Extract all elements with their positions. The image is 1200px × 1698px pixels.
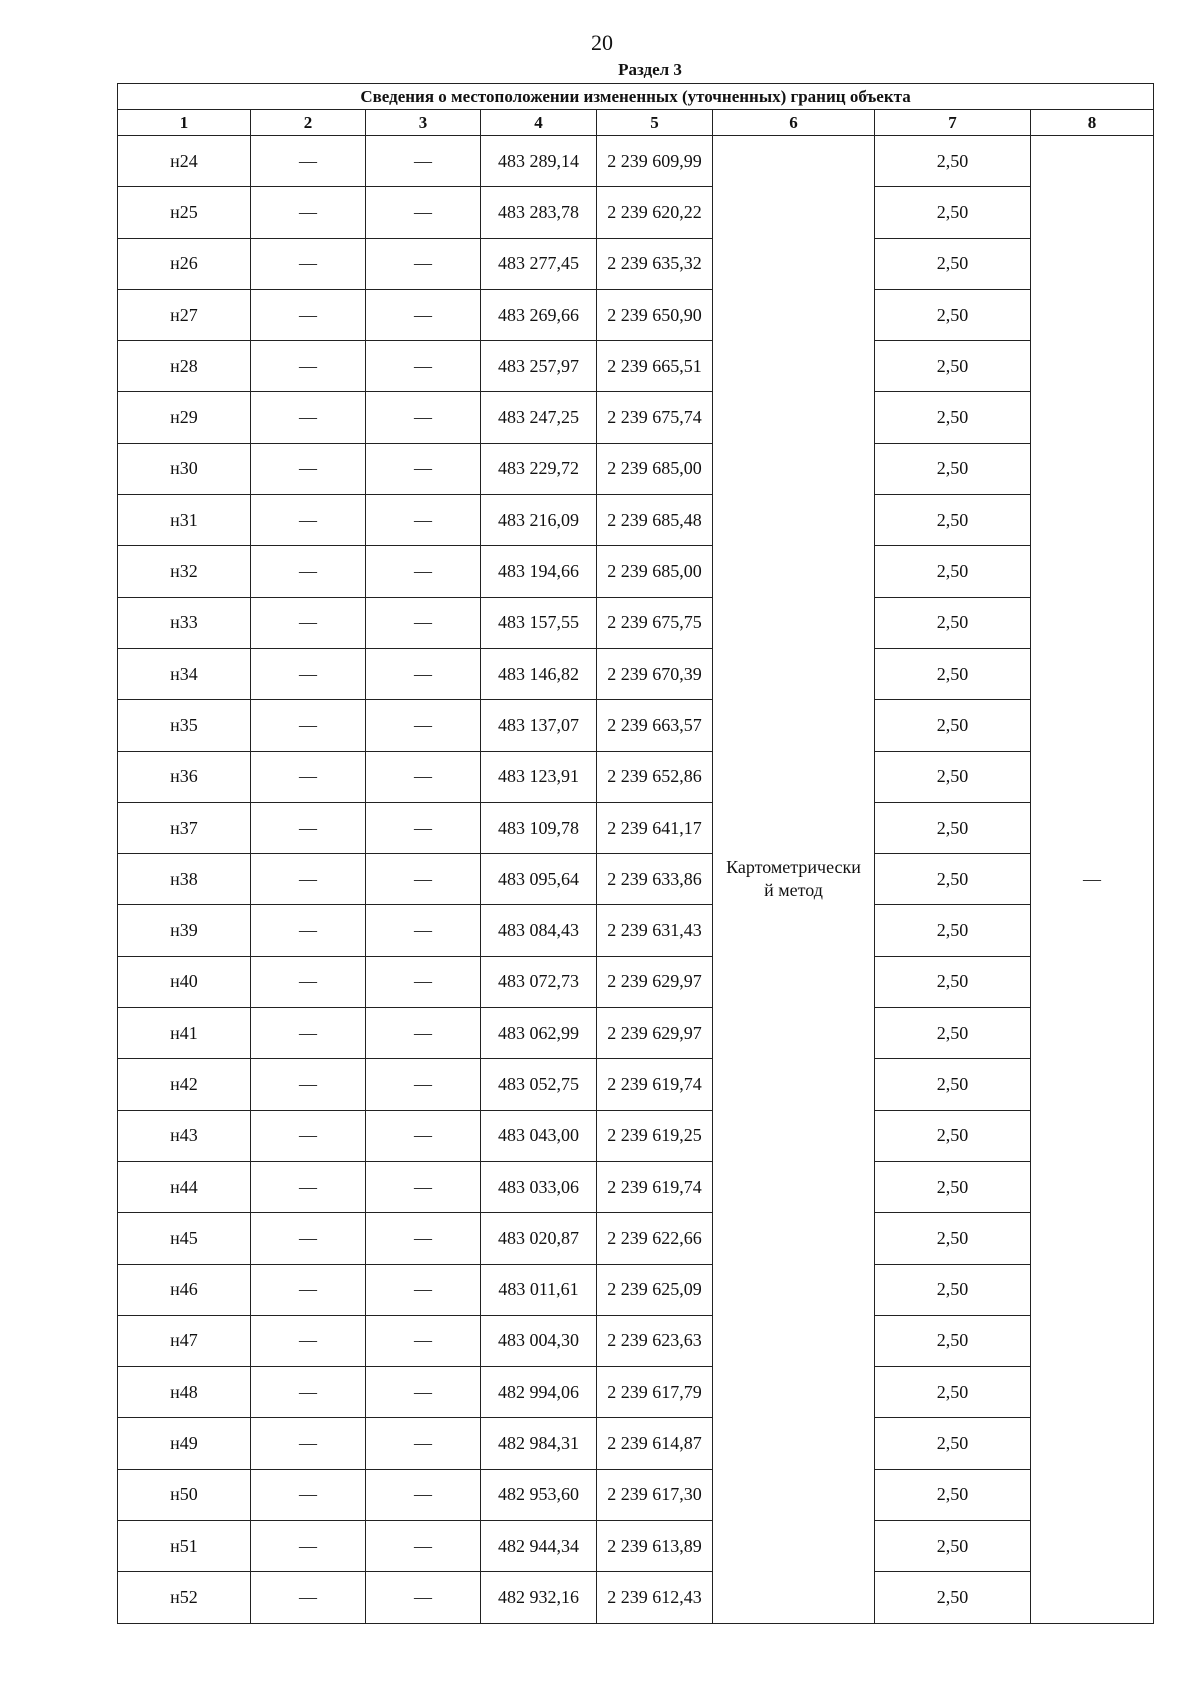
column-2-cell: — [251,1008,366,1059]
column-number: 7 [875,110,1031,136]
table-row [118,1213,1154,1264]
y-coordinate-cell: 2 239 685,00 [597,443,713,494]
x-coordinate-cell: 483 033,06 [481,1161,597,1212]
point-name-cell: н45 [118,1213,251,1264]
column-2-cell: — [251,289,366,340]
y-coordinate-cell: 2 239 675,75 [597,597,713,648]
x-coordinate-cell: 483 269,66 [481,289,597,340]
table-row [118,495,1154,546]
point-name-cell: н46 [118,1264,251,1315]
method-line: Картометрически [726,857,861,878]
table-row [118,1161,1154,1212]
y-coordinate-cell: 2 239 633,86 [597,854,713,905]
table-row [118,289,1154,340]
column-2-cell: — [251,1059,366,1110]
column-3-cell: — [366,546,481,597]
column-number: 2 [251,110,366,136]
column-2-cell: — [251,1469,366,1520]
column-2-cell: — [251,1572,366,1623]
column-3-cell: — [366,1469,481,1520]
method-line: й метод [764,880,823,901]
y-coordinate-cell: 2 239 617,79 [597,1367,713,1418]
accuracy-cell: 2,50 [875,854,1031,905]
point-name-cell: н48 [118,1367,251,1418]
table-row [118,392,1154,443]
column-2-cell: — [251,1264,366,1315]
accuracy-cell: 2,50 [875,648,1031,699]
column-3-cell: — [366,956,481,1007]
accuracy-cell: 2,50 [875,956,1031,1007]
table-row [118,597,1154,648]
column-3-cell: — [366,495,481,546]
x-coordinate-cell: 483 095,64 [481,854,597,905]
accuracy-cell: 2,50 [875,1315,1031,1366]
column-number: 4 [481,110,597,136]
accuracy-cell: 2,50 [875,597,1031,648]
y-coordinate-cell: 2 239 623,63 [597,1315,713,1366]
column-number: 1 [118,110,251,136]
x-coordinate-cell: 483 137,07 [481,700,597,751]
table-row [118,956,1154,1007]
point-name-cell: н43 [118,1110,251,1161]
column-2-cell: — [251,956,366,1007]
x-coordinate-cell: 483 146,82 [481,648,597,699]
column-3-cell: — [366,1315,481,1366]
accuracy-cell: 2,50 [875,289,1031,340]
accuracy-cell: 2,50 [875,341,1031,392]
column-3-cell: — [366,1572,481,1623]
y-coordinate-cell: 2 239 665,51 [597,341,713,392]
column-2-cell: — [251,802,366,853]
y-coordinate-cell: 2 239 619,25 [597,1110,713,1161]
point-name-cell: н47 [118,1315,251,1366]
accuracy-cell: 2,50 [875,546,1031,597]
point-name-cell: н26 [118,238,251,289]
table-row [118,341,1154,392]
table-row [118,1264,1154,1315]
accuracy-cell: 2,50 [875,700,1031,751]
method-cell [713,136,875,1624]
table-row [118,443,1154,494]
column-2-cell: — [251,1161,366,1212]
column-number: 5 [597,110,713,136]
y-coordinate-cell: 2 239 652,86 [597,751,713,802]
column-3-cell: — [366,443,481,494]
x-coordinate-cell: 483 109,78 [481,802,597,853]
table-row [118,1521,1154,1572]
column-2-cell: — [251,392,366,443]
column-3-cell: — [366,136,481,187]
x-coordinate-cell: 482 994,06 [481,1367,597,1418]
table-row [118,648,1154,699]
column-3-cell: — [366,802,481,853]
point-name-cell: н52 [118,1572,251,1623]
point-name-cell: н32 [118,546,251,597]
point-name-cell: н50 [118,1469,251,1520]
accuracy-cell: 2,50 [875,1059,1031,1110]
column-3-cell: — [366,700,481,751]
point-name-cell: н37 [118,802,251,853]
point-name-cell: н42 [118,1059,251,1110]
table-row [118,1315,1154,1366]
accuracy-cell: 2,50 [875,751,1031,802]
y-coordinate-cell: 2 239 617,30 [597,1469,713,1520]
x-coordinate-cell: 483 020,87 [481,1213,597,1264]
point-name-cell: н33 [118,597,251,648]
column-8-cell: — [1031,136,1154,1624]
point-name-cell: н49 [118,1418,251,1469]
y-coordinate-cell: 2 239 675,74 [597,392,713,443]
accuracy-cell: 2,50 [875,1572,1031,1623]
column-3-cell: — [366,1264,481,1315]
table-row [118,136,1154,187]
column-3-cell: — [366,905,481,956]
accuracy-cell: 2,50 [875,1521,1031,1572]
point-name-cell: н29 [118,392,251,443]
accuracy-cell: 2,50 [875,238,1031,289]
accuracy-cell: 2,50 [875,1161,1031,1212]
x-coordinate-cell: 483 247,25 [481,392,597,443]
column-2-cell: — [251,187,366,238]
x-coordinate-cell: 483 062,99 [481,1008,597,1059]
y-coordinate-cell: 2 239 685,00 [597,546,713,597]
x-coordinate-cell: 483 084,43 [481,905,597,956]
accuracy-cell: 2,50 [875,392,1031,443]
accuracy-cell: 2,50 [875,905,1031,956]
table-row [118,700,1154,751]
column-number: 8 [1031,110,1154,136]
point-name-cell: н27 [118,289,251,340]
column-number-row [118,110,1154,136]
x-coordinate-cell: 482 953,60 [481,1469,597,1520]
column-2-cell: — [251,1213,366,1264]
column-3-cell: — [366,1418,481,1469]
y-coordinate-cell: 2 239 670,39 [597,648,713,699]
x-coordinate-cell: 483 289,14 [481,136,597,187]
column-2-cell: — [251,700,366,751]
y-coordinate-cell: 2 239 625,09 [597,1264,713,1315]
point-name-cell: н40 [118,956,251,1007]
point-name-cell: н51 [118,1521,251,1572]
accuracy-cell: 2,50 [875,187,1031,238]
point-name-cell: н44 [118,1161,251,1212]
y-coordinate-cell: 2 239 641,17 [597,802,713,853]
table-row [118,854,1154,905]
column-2-cell: — [251,1110,366,1161]
column-2-cell: — [251,1367,366,1418]
column-number: 3 [366,110,481,136]
y-coordinate-cell: 2 239 613,89 [597,1521,713,1572]
point-name-cell: н35 [118,700,251,751]
table-row [118,1572,1154,1623]
x-coordinate-cell: 482 984,31 [481,1418,597,1469]
column-2-cell: — [251,1315,366,1366]
y-coordinate-cell: 2 239 619,74 [597,1059,713,1110]
table-row [118,1418,1154,1469]
table-row [118,1110,1154,1161]
table-row [118,1469,1154,1520]
column-3-cell: — [366,751,481,802]
column-2-cell: — [251,495,366,546]
column-3-cell: — [366,1161,481,1212]
y-coordinate-cell: 2 239 609,99 [597,136,713,187]
y-coordinate-cell: 2 239 612,43 [597,1572,713,1623]
point-name-cell: н24 [118,136,251,187]
y-coordinate-cell: 2 239 622,66 [597,1213,713,1264]
page-number: 20 [591,30,613,55]
column-3-cell: — [366,1367,481,1418]
x-coordinate-cell: 483 216,09 [481,495,597,546]
y-coordinate-cell: 2 239 614,87 [597,1418,713,1469]
column-number: 6 [713,110,875,136]
y-coordinate-cell: 2 239 685,48 [597,495,713,546]
x-coordinate-cell: 483 229,72 [481,443,597,494]
column-2-cell: — [251,238,366,289]
column-2-cell: — [251,546,366,597]
column-2-cell: — [251,341,366,392]
point-name-cell: н30 [118,443,251,494]
column-2-cell: — [251,597,366,648]
table-body [118,136,1154,1624]
x-coordinate-cell: 482 944,34 [481,1521,597,1572]
column-2-cell: — [251,443,366,494]
point-name-cell: н34 [118,648,251,699]
table-row [118,802,1154,853]
section-title: Раздел 3 [618,60,682,79]
column-3-cell: — [366,289,481,340]
x-coordinate-cell: 483 004,30 [481,1315,597,1366]
column-3-cell: — [366,392,481,443]
column-3-cell: — [366,1521,481,1572]
accuracy-cell: 2,50 [875,495,1031,546]
column-3-cell: — [366,1008,481,1059]
point-name-cell: н39 [118,905,251,956]
column-3-cell: — [366,187,481,238]
point-name-cell: н31 [118,495,251,546]
accuracy-cell: 2,50 [875,136,1031,187]
column-3-cell: — [366,238,481,289]
accuracy-cell: 2,50 [875,1264,1031,1315]
column-2-cell: — [251,1418,366,1469]
table-row [118,1008,1154,1059]
accuracy-cell: 2,50 [875,1213,1031,1264]
y-coordinate-cell: 2 239 620,22 [597,187,713,238]
column-2-cell: — [251,905,366,956]
y-coordinate-cell: 2 239 635,32 [597,238,713,289]
column-3-cell: — [366,341,481,392]
accuracy-cell: 2,50 [875,1418,1031,1469]
column-3-cell: — [366,1059,481,1110]
point-name-cell: н28 [118,341,251,392]
table-caption-row [118,84,1154,110]
table-row [118,905,1154,956]
y-coordinate-cell: 2 239 629,97 [597,956,713,1007]
x-coordinate-cell: 483 072,73 [481,956,597,1007]
table-row [118,751,1154,802]
column-3-cell: — [366,597,481,648]
point-name-cell: н25 [118,187,251,238]
column-3-cell: — [366,648,481,699]
x-coordinate-cell: 483 194,66 [481,546,597,597]
y-coordinate-cell: 2 239 629,97 [597,1008,713,1059]
point-name-cell: н38 [118,854,251,905]
x-coordinate-cell: 483 277,45 [481,238,597,289]
table-row [118,1059,1154,1110]
point-name-cell: н41 [118,1008,251,1059]
x-coordinate-cell: 482 932,16 [481,1572,597,1623]
x-coordinate-cell: 483 052,75 [481,1059,597,1110]
table-row [118,187,1154,238]
x-coordinate-cell: 483 123,91 [481,751,597,802]
table-row [118,238,1154,289]
column-2-cell: — [251,854,366,905]
x-coordinate-cell: 483 283,78 [481,187,597,238]
accuracy-cell: 2,50 [875,1110,1031,1161]
boundary-table [117,83,1154,1624]
column-2-cell: — [251,751,366,802]
column-3-cell: — [366,1110,481,1161]
column-3-cell: — [366,854,481,905]
y-coordinate-cell: 2 239 663,57 [597,700,713,751]
accuracy-cell: 2,50 [875,443,1031,494]
y-coordinate-cell: 2 239 650,90 [597,289,713,340]
x-coordinate-cell: 483 257,97 [481,341,597,392]
x-coordinate-cell: 483 011,61 [481,1264,597,1315]
column-2-cell: — [251,136,366,187]
accuracy-cell: 2,50 [875,1367,1031,1418]
table-caption: Сведения о местоположении измененных (уточненных) границ объекта [118,84,1154,110]
y-coordinate-cell: 2 239 619,74 [597,1161,713,1212]
point-name-cell: н36 [118,751,251,802]
x-coordinate-cell: 483 043,00 [481,1110,597,1161]
table-row [118,546,1154,597]
table-row [118,1367,1154,1418]
column-2-cell: — [251,1521,366,1572]
column-2-cell: — [251,648,366,699]
accuracy-cell: 2,50 [875,802,1031,853]
accuracy-cell: 2,50 [875,1008,1031,1059]
column-3-cell: — [366,1213,481,1264]
y-coordinate-cell: 2 239 631,43 [597,905,713,956]
x-coordinate-cell: 483 157,55 [481,597,597,648]
accuracy-cell: 2,50 [875,1469,1031,1520]
